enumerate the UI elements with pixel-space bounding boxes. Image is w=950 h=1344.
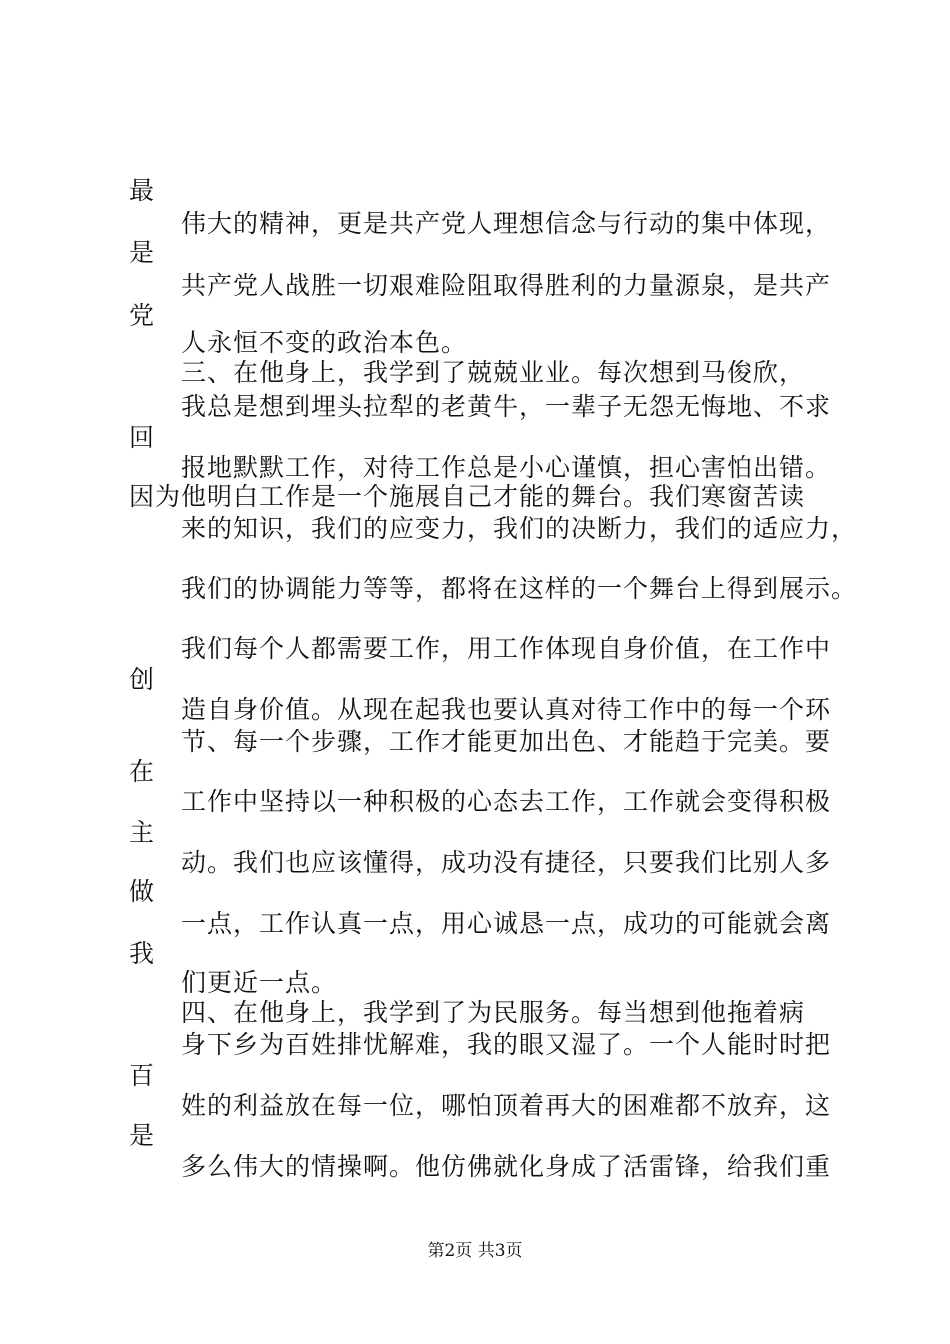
- text-line: 伟大的精神，更是共产党人理想信念与行动的集中体现，: [181, 209, 832, 238]
- text-line: 工作中坚持以一种积极的心态去工作，工作就会变得积极: [181, 787, 832, 816]
- text-line: 是: [129, 238, 156, 267]
- text-line: 主: [129, 818, 156, 847]
- text-line: 三、在他身上，我学到了兢兢业业。每次想到马俊欣，: [181, 358, 806, 387]
- text-line: 们更近一点。: [181, 968, 338, 997]
- text-line: 我们每个人都需要工作，用工作体现自身价值，在工作中: [181, 634, 832, 663]
- text-line: 我们的协调能力等等，都将在这样的一个舞台上得到展示。: [181, 574, 858, 603]
- text-line: 百: [129, 1061, 156, 1090]
- text-line: 我: [129, 939, 156, 968]
- text-line: 动。我们也应该懂得，成功没有捷径，只要我们比别人多: [181, 848, 832, 877]
- text-line: 来的知识，我们的应变力，我们的决断力，我们的适应力，: [181, 514, 858, 543]
- text-line: 人永恒不变的政治本色。: [181, 328, 468, 357]
- text-line: 因为他明白工作是一个施展自己才能的舞台。我们寒窗苦读: [129, 482, 806, 511]
- text-line: 做: [129, 877, 156, 906]
- text-line: 最: [129, 176, 156, 205]
- text-line: 姓的利益放在每一位，哪怕顶着再大的困难都不放弃，这: [181, 1091, 832, 1120]
- text-line: 一点，工作认真一点，用心诚恳一点，成功的可能就会离: [181, 909, 832, 938]
- text-line: 共产党人战胜一切艰难险阻取得胜利的力量源泉，是共产: [181, 271, 832, 300]
- text-line: 在: [129, 757, 156, 786]
- text-line: 党: [129, 301, 156, 330]
- page-number-footer: 第2页 共3页: [427, 1241, 523, 1261]
- text-line: 造自身价值。从现在起我也要认真对待工作中的每一个环: [181, 695, 832, 724]
- text-line: 创: [129, 665, 156, 694]
- text-line: 我总是想到埋头拉犁的老黄牛，一辈子无怨无悔地、不求: [181, 392, 832, 421]
- text-line: 多么伟大的情操啊。他仿佛就化身成了活雷锋，给我们重: [181, 1152, 832, 1181]
- text-line: 四、在他身上，我学到了为民服务。每当想到他拖着病: [181, 998, 806, 1027]
- text-line: 回: [129, 423, 156, 452]
- text-line: 节、每一个步骤，工作才能更加出色、才能趋于完美。要: [181, 727, 832, 756]
- text-line: 是: [129, 1121, 156, 1150]
- text-line: 身下乡为百姓排忧解难，我的眼又湿了。一个人能时时把: [181, 1030, 832, 1059]
- text-line: 报地默默工作，对待工作总是小心谨慎，担心害怕出错。: [181, 453, 832, 482]
